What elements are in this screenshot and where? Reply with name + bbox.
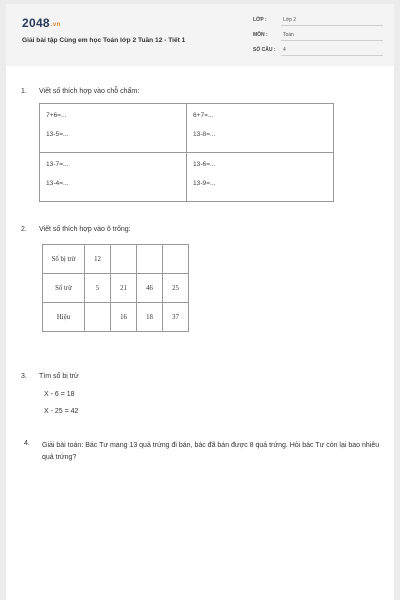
logo-main: 2048: [22, 16, 50, 30]
table-cell[interactable]: 25: [163, 274, 189, 303]
site-logo[interactable]: [22, 16, 60, 30]
question-prompt: Viết số thích hợp vào ô trống:: [39, 226, 131, 233]
row-label: Hiệu: [43, 303, 85, 332]
question-number: 4.: [24, 440, 30, 447]
meta-subject-value: Toán: [283, 32, 294, 38]
q1-expression[interactable]: 13-5=...: [46, 131, 69, 138]
header: [6, 4, 394, 66]
q1-expression[interactable]: 13-9=...: [193, 180, 216, 187]
question-number: 2.: [21, 226, 27, 233]
row-label: Số bị trừ: [43, 245, 85, 274]
question-number: 3.: [21, 373, 27, 380]
meta-count-value: 4: [283, 47, 286, 53]
table-row: [43, 245, 189, 274]
meta-divider: [281, 40, 383, 41]
table-row: [43, 274, 189, 303]
q1-expression[interactable]: 13-8=...: [193, 131, 216, 138]
table-cell[interactable]: 12: [85, 245, 111, 274]
question-prompt: Tìm số bị trừ: [39, 373, 79, 380]
meta-divider: [281, 25, 383, 26]
meta-subject-key: MÔN :: [253, 32, 268, 38]
question-prompt: Giải bài toán: Bác Tư mang 13 quả trứng đi bán, bác đã bán được 8 quả trứng. Hỏi bác Tư còn lại bao nhiêu quả trứng?: [42, 442, 380, 461]
table-cell[interactable]: [163, 245, 189, 274]
q2-table: [42, 244, 189, 332]
table-cell[interactable]: 5: [85, 274, 111, 303]
q1-cell: [187, 104, 334, 153]
meta-count-key: SỐ CÂU :: [253, 47, 276, 53]
worksheet-page: [6, 4, 394, 600]
q1-expression[interactable]: 7+6=...: [46, 112, 67, 119]
document-title: Giải bài tập Cùng em học Toán lớp 2 Tuần 12 - Tiết 1: [22, 37, 186, 44]
q1-cell: [40, 153, 187, 202]
meta-grade-key: LỚP :: [253, 17, 267, 23]
equation: X - 6 = 18: [44, 391, 75, 398]
question-prompt: Viết số thích hợp vào chỗ chấm:: [39, 88, 140, 95]
table-row: [43, 303, 189, 332]
table-cell[interactable]: 16: [111, 303, 137, 332]
meta-grade-value: Lớp 2: [283, 17, 297, 23]
q1-expression[interactable]: 6+7=...: [193, 112, 214, 119]
q1-cell: [40, 104, 187, 153]
logo-suffix: .vn: [50, 22, 61, 28]
q1-expression[interactable]: 13-4=...: [46, 180, 69, 187]
question-number: 1.: [21, 88, 27, 95]
table-cell[interactable]: 46: [137, 274, 163, 303]
table-cell[interactable]: 21: [111, 274, 137, 303]
q1-cell: [187, 153, 334, 202]
q1-expression[interactable]: 13-6=...: [193, 161, 216, 168]
equation: X - 25 = 42: [44, 408, 79, 415]
table-cell[interactable]: [111, 245, 137, 274]
meta-divider: [281, 55, 383, 56]
table-cell[interactable]: 18: [137, 303, 163, 332]
row-label: Số trừ: [43, 274, 85, 303]
table-cell[interactable]: [85, 303, 111, 332]
table-cell[interactable]: [137, 245, 163, 274]
table-cell[interactable]: 37: [163, 303, 189, 332]
q1-expression[interactable]: 13-7=...: [46, 161, 69, 168]
q1-table: [39, 103, 334, 202]
